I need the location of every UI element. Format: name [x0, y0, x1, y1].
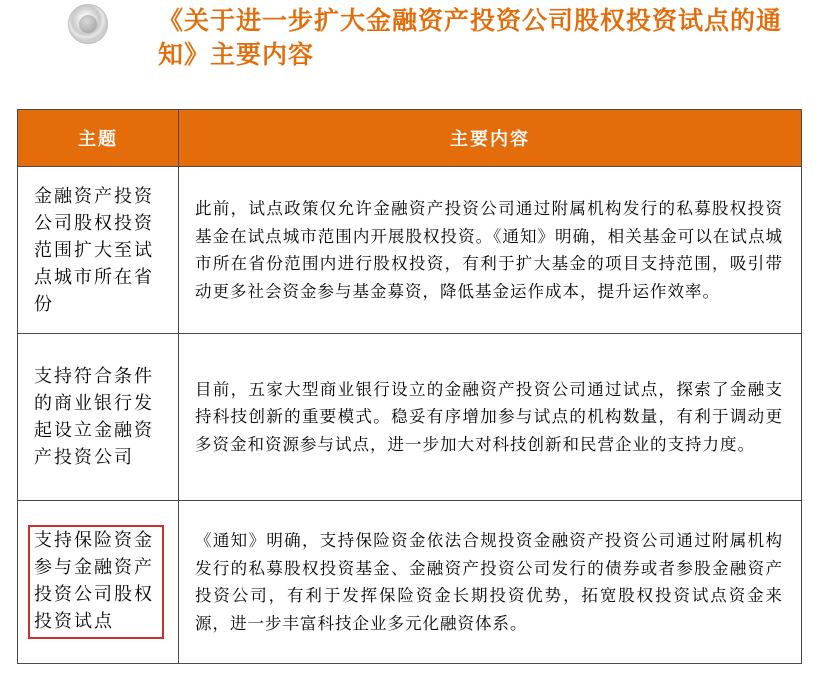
table-row	[18, 167, 802, 334]
row-topic-highlighted	[18, 501, 179, 664]
row-content: 《通知》明确，支持保险资金依法合规投资金融资产投资公司通过附属机构发行的私募股权投资基金、金融资产投资公司发行的债券或者参股金融资产投资公司，有利于发挥保险资金长期投资优势，拓宽股权投资试点资金来源，进一步丰富科技企业多元化融资体系。	[179, 501, 802, 664]
column-header-content: 主要内容	[179, 110, 802, 167]
table-row	[18, 334, 802, 501]
row-topic: 支持符合条件的商业银行发起设立金融资产投资公司	[18, 334, 179, 501]
row-content: 此前，试点政策仅允许金融资产投资公司通过附属机构发行的私募股权投资基金在试点城市范围内开展股权投资。《通知》明确，相关基金可以在试点城市所在省份范围内进行股权投资，有利于扩大基金的项目支持范围，吸引带动更多社会资金参与基金募资，降低基金运作成本，提升运作效率。	[179, 167, 802, 334]
row-topic: 金融资产投资公司股权投资范围扩大至试点城市所在省份	[18, 167, 179, 334]
highlight-box: 支持保险资金参与金融资产投资公司股权投资试点	[28, 525, 164, 639]
bullet-icon	[68, 4, 108, 44]
table-header-row	[18, 110, 802, 167]
column-header-topic: 主题	[18, 110, 179, 167]
content-table	[17, 109, 802, 664]
page-title: 《关于进一步扩大金融资产投资公司股权投资试点的通知》主要内容	[158, 6, 783, 69]
table-row	[18, 501, 802, 664]
row-content: 目前，五家大型商业银行设立的金融资产投资公司通过试点，探索了金融支持科技创新的重要模式。稳妥有序增加参与试点的机构数量，有利于调动更多资金和资源参与试点，进一步加大对科技创新和民营企业的支持力度。	[179, 334, 802, 501]
